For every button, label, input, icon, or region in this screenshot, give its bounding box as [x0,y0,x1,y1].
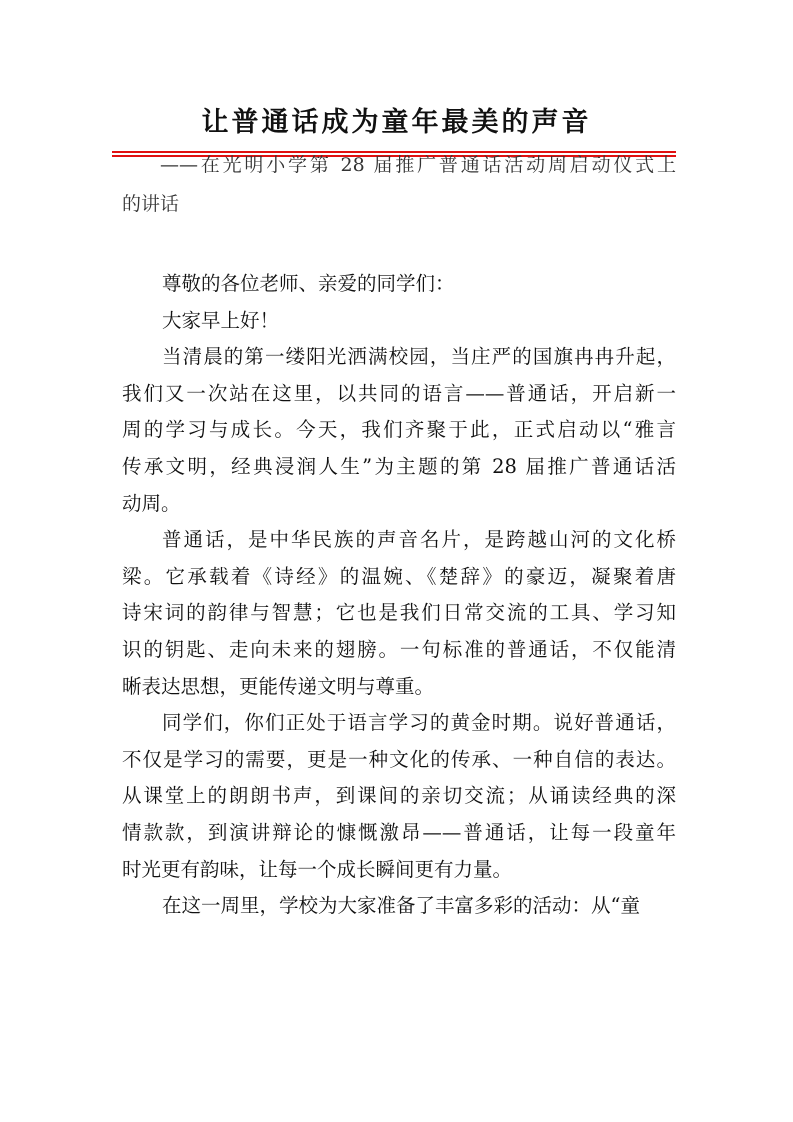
paragraph-line: 在这一周里，学校为大家准备了丰富多彩的活动：从“童 [162,894,640,918]
paragraph [122,888,676,925]
paragraph-line: 传承文明，经典浸润人生”为主题的第 28 届推广普通话活 [122,454,676,478]
paragraph-line: 周的学习与成长。今天，我们齐聚于此，正式启动以“雅言 [122,418,676,442]
paragraph [122,705,676,888]
paragraph-line: 当清晨的第一缕阳光洒满校园，当庄严的国旗冉冉升起， [162,345,676,369]
paragraph-line: 识的钥匙、走向未来的翅膀。一句标准的普通话，不仅能清 [122,637,676,661]
paragraph [122,522,676,705]
paragraph [122,339,676,522]
paragraph-line: 晰表达思想，更能传递文明与尊重。 [122,674,435,698]
paragraph-line: 梁。它承载着《诗经》的温婉、《楚辞》的豪迈，凝聚着唐 [122,564,676,588]
paragraph [122,303,676,340]
paragraph-line: 从课堂上的朗朗书声，到课间的亲切交流；从诵读经典的深 [122,784,676,808]
paragraph-line: 普通话，是中华民族的声音名片，是跨越山河的文化桥 [162,528,676,552]
paragraph-line: 尊敬的各位老师、亲爱的同学们： [162,272,455,295]
paragraph-line: 诗宋词的韵律与智慧；它也是我们日常交流的工具、学习知 [122,601,676,625]
paragraph-line: 不仅是学习的需要，更是一种文化的传承、一种自信的表达。 [122,747,676,771]
paragraph-line: 动周。 [122,491,181,515]
paragraph-line: 时光更有韵味，让每一个成长瞬间更有力量。 [122,857,513,881]
paragraph [122,266,676,303]
paragraph-line: 我们又一次站在这里，以共同的语言——普通话，开启新一 [122,381,676,405]
paragraph-line: 同学们，你们正处于语言学习的黄金时期。说好普通话， [162,711,676,735]
subtitle-line: 的讲话 [122,193,180,215]
paragraph-line: 大家早上好！ [162,308,280,332]
paragraph-line: 情款款，到演讲辩论的慷慨激昂——普通话，让每一段童年 [122,820,676,844]
document-title: 让普通话成为童年最美的声音 [201,107,592,138]
document-body [122,266,676,925]
subtitle-line: ——在光明小学第 28 届推广普通话活动周启动仪式上 [160,154,676,176]
